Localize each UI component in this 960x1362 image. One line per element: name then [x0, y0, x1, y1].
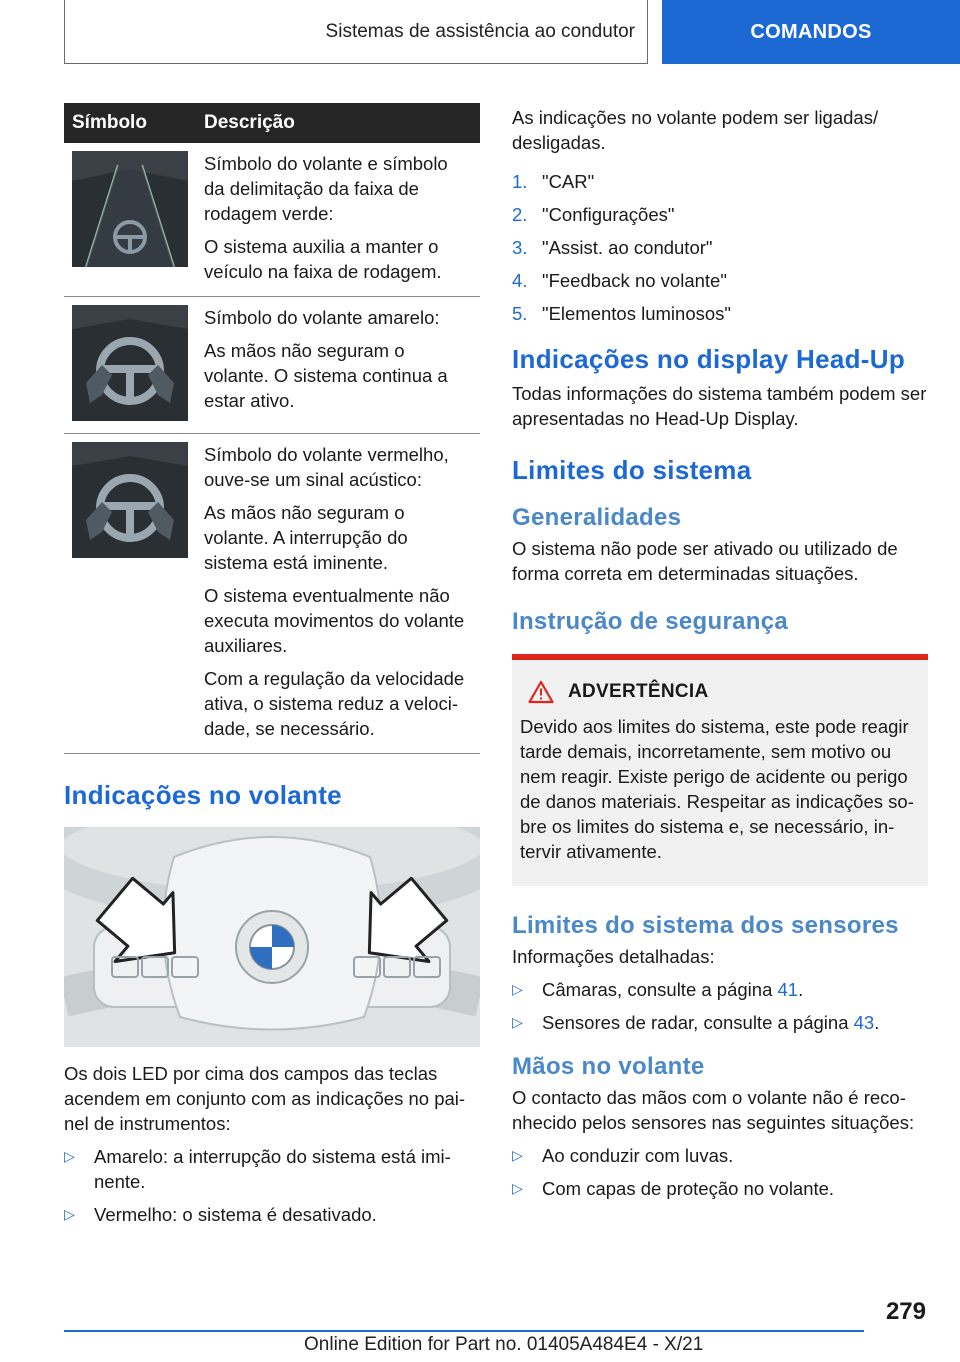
table-row [64, 143, 480, 297]
list-item: 3. "Assist. ao condutor" [512, 237, 713, 258]
triangle-bullet-icon: ▷ [512, 1014, 523, 1030]
triangle-bullet-icon: ▷ [512, 981, 523, 997]
warning-triangle-icon [528, 680, 554, 704]
chapter-tab[interactable] [662, 0, 960, 64]
bullet-text: Com capas de proteção no volante. [542, 1178, 835, 1199]
headup-heading: Indicações no display Head-Up [512, 344, 906, 374]
table-row [64, 297, 480, 434]
row-3-text-2: As mãos não seguram o volante. A interrupção do sistema está iminente. [204, 502, 408, 573]
list-item [64, 1202, 480, 1227]
list-item: 2. "Configurações" [512, 204, 675, 225]
bullet-text: Amarelo: a interrupção do sistema está iminente. [94, 1146, 451, 1192]
symbol-table [64, 103, 480, 754]
menu-path-light-elements: "Elementos luminosos" [542, 303, 731, 324]
row-3-text-3: O sistema eventualmente não executa movimentos do volante auxiliares. [204, 585, 465, 656]
chapter-title: COMANDOS [750, 20, 872, 43]
row-1-text-2: O sistema auxilia a manter o veículo na faixa de rodagem. [204, 236, 442, 282]
row-2-text-2: As mãos não seguram o volante. O sistema continua a estar ativo. [204, 340, 448, 411]
steering-wheel-led-photo [64, 827, 480, 1047]
bullet-text: Câmaras, consulte a página [542, 979, 778, 1000]
right-column [512, 103, 928, 1201]
hands-text: O contacto das mãos com o volante não é reconhecido pelos sensores nas seguintes situações: [512, 1087, 915, 1133]
menu-path-driver-assist: "Assist. ao condutor" [542, 237, 713, 258]
steering-text: Os dois LED por cima dos campos das teclas acendem em conjunto com as indicações no painel de instrumentos: [64, 1063, 466, 1134]
steering-wheel-green-lane-icon [72, 151, 188, 267]
page-number: 279 [885, 1298, 926, 1325]
section-title: Sistemas de assistência ao condutor [325, 20, 635, 42]
row-1-text-1: Símbolo do volante e símbolo da delimitação da faixa de rodagem verde: [204, 153, 448, 224]
headup-text: Todas informações do sistema também podem ser apresentadas no Head-Up Display. [512, 383, 927, 429]
steering-heading: Indicações no volante [64, 780, 342, 810]
hands-list [512, 1143, 928, 1201]
footer-divider [64, 1330, 864, 1332]
warning-box [512, 654, 928, 886]
sensors-intro: Informações detalhadas: [512, 946, 715, 967]
bullet-text: Vermelho: o sistema é desativado. [94, 1204, 377, 1225]
steering-wheel-red-hands-icon [72, 442, 188, 558]
warning-title: ADVERTÊNCIA [568, 681, 709, 702]
triangle-bullet-icon: ▷ [64, 1206, 75, 1222]
list-item [64, 1144, 480, 1194]
steering-wheel-yellow-hands-icon [72, 305, 188, 421]
table-header-symbol: Símbolo [64, 103, 196, 143]
triangle-bullet-icon: ▷ [64, 1148, 75, 1164]
sensors-list [512, 977, 928, 1035]
steering-bullets [64, 1144, 480, 1227]
triangle-bullet-icon: ▷ [512, 1180, 523, 1196]
general-text: O sistema não pode ser ativado ou utilizado de forma correta em determinadas situações. [512, 538, 898, 584]
page-link-cameras[interactable]: 41 [777, 979, 799, 1000]
edition-footer: Online Edition for Part no. 01405A484E4 - X/21 [304, 1334, 704, 1355]
bullet-text: Ao conduzir com luvas. [542, 1145, 734, 1166]
row-2-text-1: Símbolo do volante amarelo: [204, 307, 440, 328]
list-item: ▷ Sensores de radar, consulte a página 43. [512, 1012, 880, 1033]
safety-heading: Instrução de segurança [512, 608, 789, 635]
list-item [512, 1176, 928, 1201]
warning-text: Devido aos limites do sistema, este pode reagir tarde demais, incorretamente, sem motivo ou nem reagir. Existe perigo de acidente ou perigo de danos materiais. Respeitar as indicações sobre os limites do sistema e, se necessário, intervir ativamente. [520, 716, 914, 862]
row-3-text-1: Símbolo do volante vermelho, ouve-se um sinal acústico: [204, 444, 449, 490]
bullet-text: Sensores de radar, consulte a página [542, 1012, 854, 1033]
sensors-heading: Limites do sistema dos sensores [512, 912, 899, 939]
table-header-description: Descrição [196, 103, 480, 143]
page-link-radar[interactable]: 43 [853, 1012, 875, 1033]
row-3-text-4: Com a regulação da velocidade ativa, o sistema reduz a velocidade, se necessário. [204, 668, 465, 739]
menu-path-wheel-feedback: "Feedback no volante" [542, 270, 727, 291]
list-item: ▷ Câmaras, consulte a página 41. [512, 979, 804, 1000]
list-item: 5. "Elementos luminosos" [512, 303, 731, 324]
menu-path-settings: "Configurações" [542, 204, 675, 225]
list-item: 1. "CAR" [512, 171, 595, 192]
general-heading: Generalidades [512, 504, 682, 531]
section-header [64, 0, 648, 64]
menu-path-car: "CAR" [542, 171, 595, 192]
hands-heading: Mãos no volante [512, 1053, 705, 1080]
list-item [512, 1143, 928, 1168]
table-row [64, 434, 480, 754]
list-item: 4. "Feedback no volante" [512, 270, 727, 291]
triangle-bullet-icon: ▷ [512, 1147, 523, 1163]
feedback-intro: As indicações no volante podem ser ligadas/ desligadas. [512, 107, 879, 153]
left-column [64, 103, 480, 1227]
limits-heading: Limites do sistema [512, 455, 752, 485]
settings-steps [512, 169, 928, 326]
